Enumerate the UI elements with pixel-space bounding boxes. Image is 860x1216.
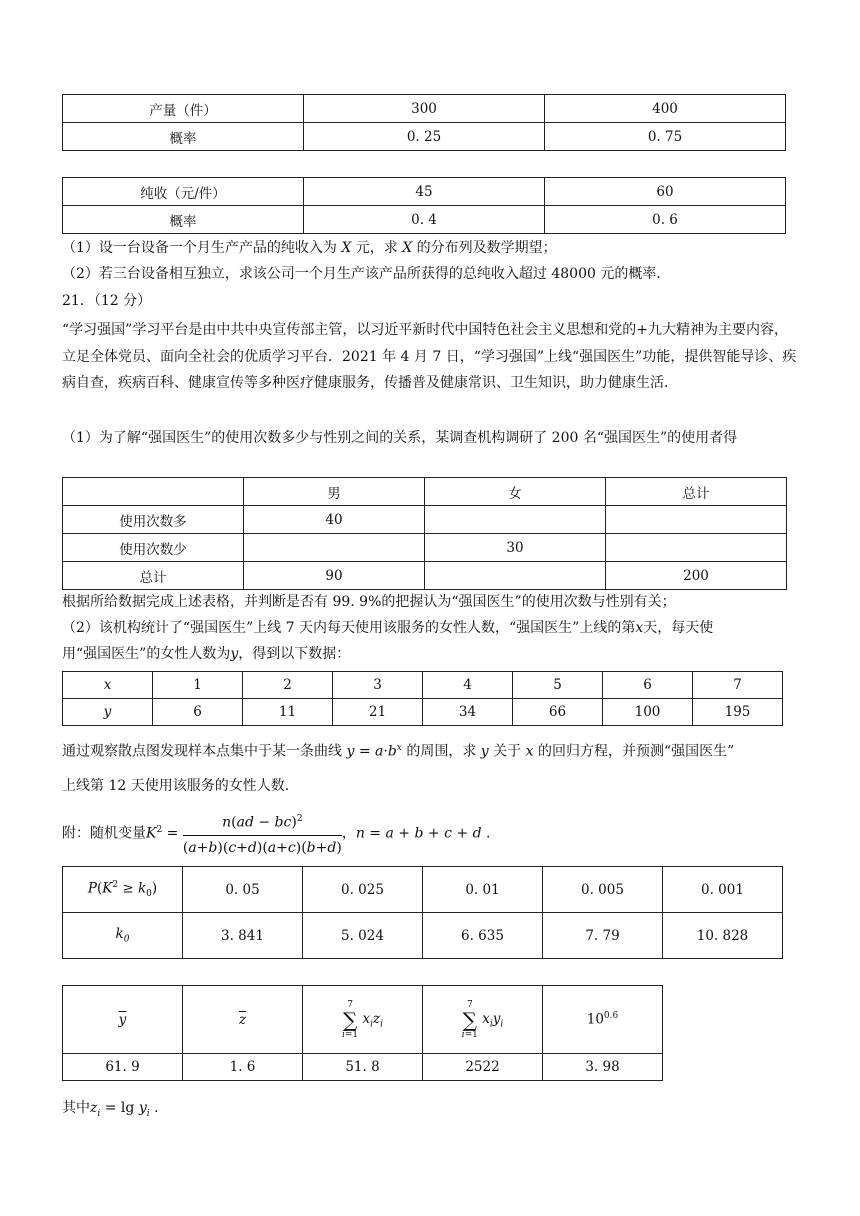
k2-formula: $\frac{n(ad - bc)^2}{(a+b)(c+d)(a+c)(b+d)}$ [183,809,342,858]
cell [244,534,425,562]
cell: y [63,699,153,726]
cell: 概率 [63,123,304,151]
cell: 总计 [606,478,787,506]
sub-question-2b: 用“强国医生”的女性人数为y，得到以下数据： [62,646,351,662]
question-2: （2）若三台设备相互独立，求该公司一个月生产该产品所获得的总纯收入超过 48000 元的概率． [62,266,671,282]
cell: 34 [423,699,513,726]
cell: 300 [304,95,545,123]
cell: $k_0$ [63,913,183,959]
cell: 使用次数多 [63,506,244,534]
cell: 5. 024 [303,913,423,959]
cell [425,562,606,590]
cell: 66 [513,699,603,726]
cell [63,478,244,506]
cell [606,506,787,534]
critical-value-table [62,866,783,959]
cell: $P(K^2 \ge k_0)$ [63,867,183,913]
cell: 0. 005 [543,867,663,913]
cell: 6 [603,672,693,699]
cell: 60 [545,178,786,206]
cell: 产量（件） [63,95,304,123]
production-table [62,94,786,151]
cell: 使用次数少 [63,534,244,562]
cell: 10. 828 [663,913,783,959]
cell: 40 [244,506,425,534]
sub-question-2: （2）该机构统计了“强国医生”上线 7 天内每天使用该服务的女性人数，“强国医生”上线的第x天，每天使 [62,620,714,636]
summary-stats-table [62,985,663,1081]
cell: 100 [603,699,693,726]
cell: 21 [333,699,423,726]
sub-question-2c: 通过观察散点图发现样本点集中于某一条曲线 $y = a\cdot b^x$ 的周围，求 y 关于 x 的回归方程，并预测“强国医生” [62,743,735,760]
cell: 45 [304,178,545,206]
sub-question-1: （1）为了解“强国医生”的使用次数多少与性别之间的关系，某调查机构调研了 200 名“强国医生”的使用者得 [62,430,738,446]
cell: 400 [545,95,786,123]
cell: 6. 635 [423,913,543,959]
cell: 90 [244,562,425,590]
cell: 0. 001 [663,867,783,913]
cell: 3. 98 [543,1054,663,1081]
cell: 7. 79 [543,913,663,959]
cell: 0. 25 [304,123,545,151]
cell: 0. 025 [303,867,423,913]
cell: 61. 9 [63,1054,183,1081]
cell: 总计 [63,562,244,590]
cell: 0. 01 [423,867,543,913]
cell: 1. 6 [183,1054,303,1081]
cell: 0. 4 [304,206,545,234]
cell: 3. 841 [183,913,303,959]
contingency-table [62,477,787,590]
sub-question-1b: 根据所给数据完成上述表格，并判断是否有 99. 9%的把握认为“强国医生”的使用次数与性别有关； [62,594,676,610]
sub-question-2d: 上线第 12 天使用该服务的女性人数. [62,778,290,794]
cell: 7 ∑ i=1 $x_iz_i$ [303,986,423,1054]
problem-intro: “学习强国”学习平台是由中共中央宣传部主管，以习近平新时代中国特色社会主义思想和党的+九大精神为主要内容，立足全体党员、面向全社会的优质学习平台．2021 年 4 月 7 日，“学习强国”上线“强国医生”功能，提供智能导诊、疾病自查，疾病百科、健康宣传等多种医疗健康服务，传播普及健康常识、卫生知识，助力健康生活． [62,322,797,391]
cell: 1 [153,672,243,699]
cell: 2 [243,672,333,699]
cell: $\overline{z}$ [183,986,303,1054]
cell: 7 ∑ i=1 $x_iy_i$ [423,986,543,1054]
cell: 2522 [423,1054,543,1081]
cell: 195 [693,699,783,726]
question-1: （1）设一台设备一个月生产产品的纯收入为 X 元，求 X 的分布列及数学期望； [62,240,557,256]
cell: 7 [693,672,783,699]
cell: 30 [425,534,606,562]
cell [425,506,606,534]
footnote: 其中$z_i = \lg y_i$ . [62,1100,159,1119]
cell: 11 [243,699,333,726]
cell: 概率 [63,206,304,234]
cell: 6 [153,699,243,726]
cell: 5 [513,672,603,699]
cell: 0. 75 [545,123,786,151]
cell: 4 [423,672,513,699]
cell: 女 [425,478,606,506]
cell: 0. 05 [183,867,303,913]
cell: $\overline{y}$ [63,986,183,1054]
cell: 3 [333,672,423,699]
cell: 纯收（元/件） [63,178,304,206]
cell: 男 [244,478,425,506]
cell: 0. 6 [545,206,786,234]
cell: $10^{0.6}$ [543,986,663,1054]
cell: 51. 8 [303,1054,423,1081]
xy-data-table [62,671,783,726]
cell [606,534,787,562]
cell: 200 [606,562,787,590]
cell: x [63,672,153,699]
income-table [62,177,786,234]
formula-line: 附：随机变量$K^2$ = $\frac{n(ad - bc)^2}{(a+b)(c+d)(a+c)(b+d)}$ ，n = a + b + c + d . [62,808,798,858]
problem-number: 21．（12 分） [62,293,152,309]
